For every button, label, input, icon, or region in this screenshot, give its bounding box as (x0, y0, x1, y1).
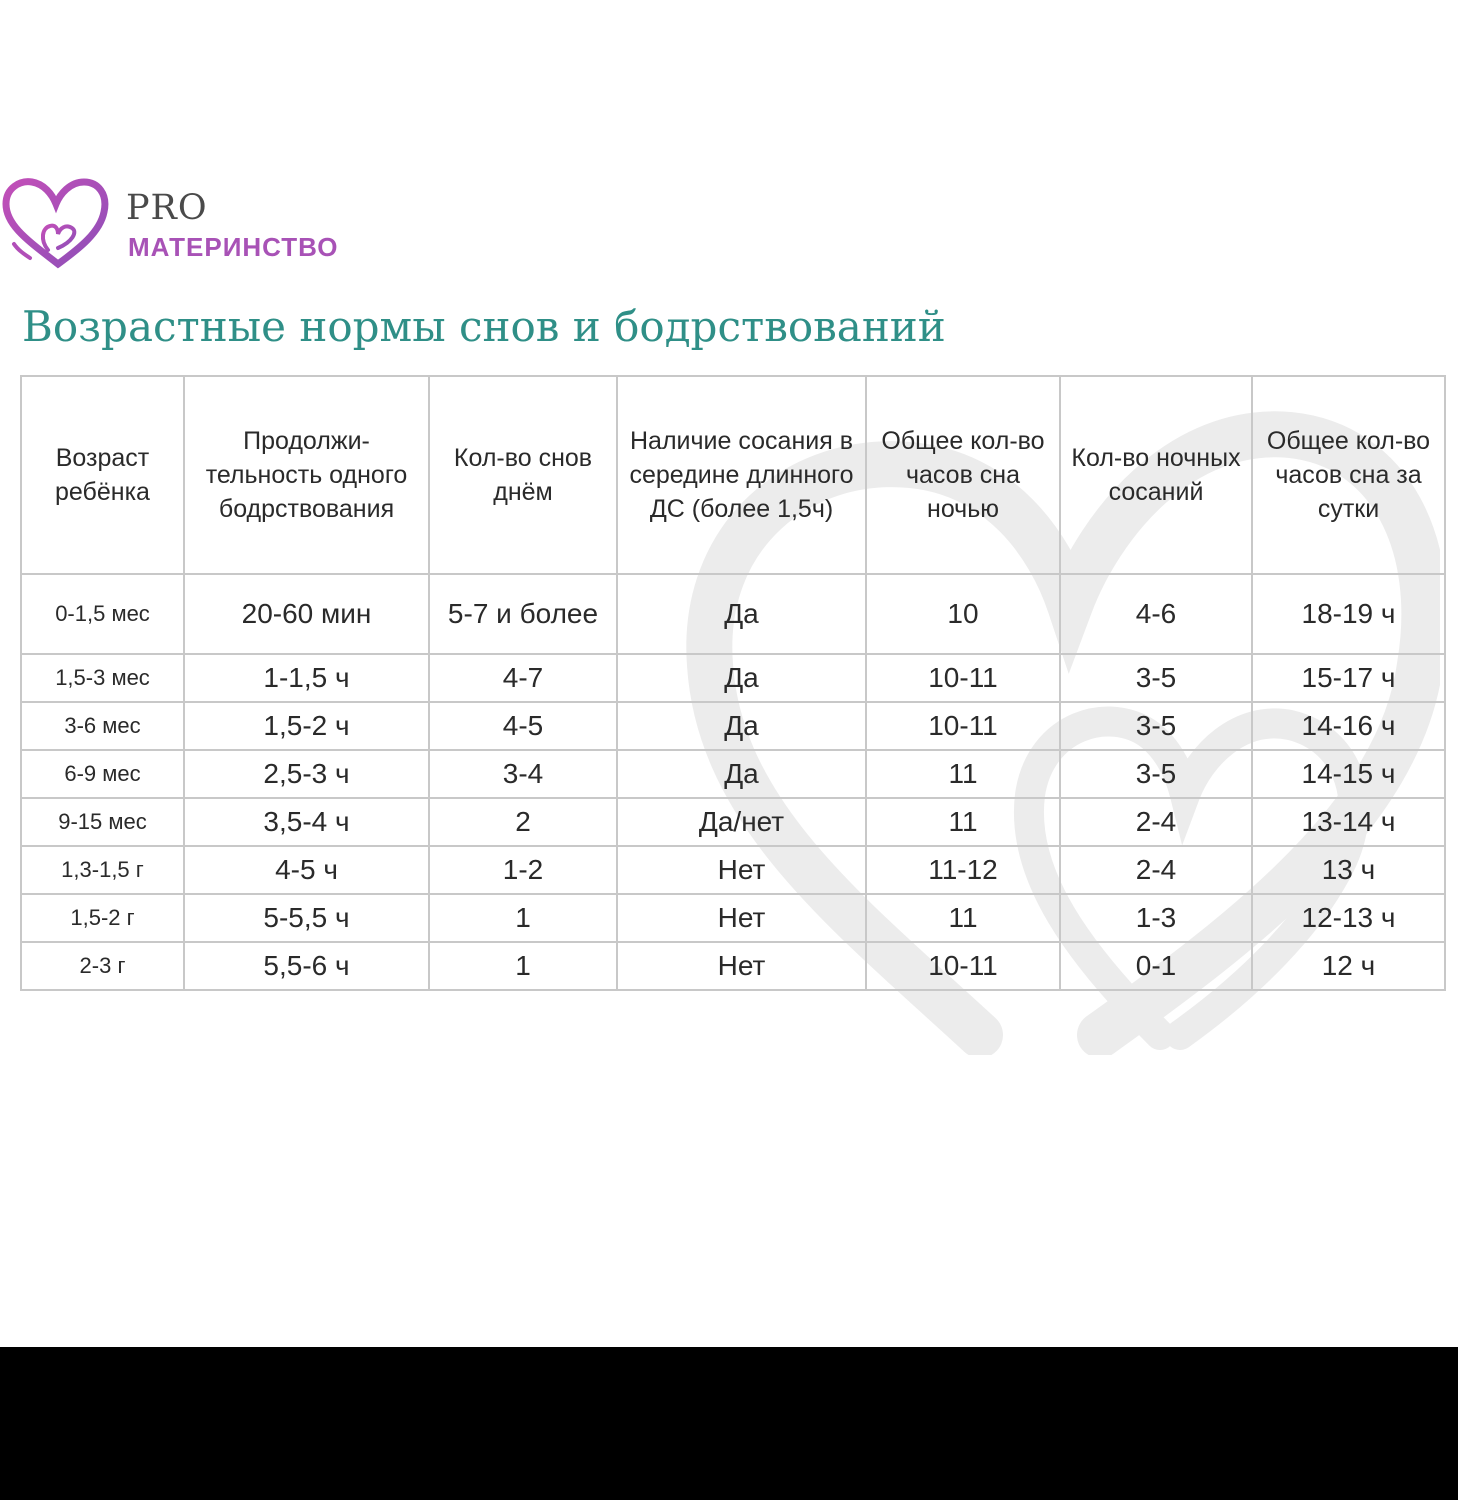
cell-wake-duration: 2,5-3 ч (184, 750, 429, 798)
table-row (21, 654, 1445, 702)
cell-night-sleep-hours: 10-11 (866, 654, 1060, 702)
cell-age: 6-9 мес (21, 750, 184, 798)
cell-total-sleep-hours: 14-15 ч (1252, 750, 1445, 798)
cell-age: 1,5-2 г (21, 894, 184, 942)
cell-day-naps: 1 (429, 894, 617, 942)
table-row (21, 574, 1445, 654)
cell-age: 2-3 г (21, 942, 184, 990)
table-row (21, 798, 1445, 846)
cell-wake-duration: 20-60 мин (184, 574, 429, 654)
heart-logo-icon (0, 176, 112, 272)
header-feeding-mid-nap: Наличие сосания в середине длинного ДС (более 1,5ч) (617, 376, 866, 574)
cell-wake-duration: 4-5 ч (184, 846, 429, 894)
cell-night-feedings: 1-3 (1060, 894, 1252, 942)
cell-age: 1,3-1,5 г (21, 846, 184, 894)
cell-feeding-mid-nap: Нет (617, 942, 866, 990)
logo-name-text: МАТЕРИНСТВО (128, 232, 339, 262)
table-row (21, 894, 1445, 942)
cell-feeding-mid-nap: Нет (617, 894, 866, 942)
page-title: Возрастные нормы снов и бодрствований (22, 302, 946, 351)
cell-total-sleep-hours: 13 ч (1252, 846, 1445, 894)
cell-night-sleep-hours: 10 (866, 574, 1060, 654)
cell-total-sleep-hours: 18-19 ч (1252, 574, 1445, 654)
cell-feeding-mid-nap: Да (617, 574, 866, 654)
cell-wake-duration: 5-5,5 ч (184, 894, 429, 942)
cell-age: 1,5-3 мес (21, 654, 184, 702)
cell-night-feedings: 2-4 (1060, 846, 1252, 894)
cell-night-sleep-hours: 11 (866, 798, 1060, 846)
cell-night-sleep-hours: 11-12 (866, 846, 1060, 894)
cell-total-sleep-hours: 12-13 ч (1252, 894, 1445, 942)
cell-feeding-mid-nap: Да/нет (617, 798, 866, 846)
cell-day-naps: 4-7 (429, 654, 617, 702)
header-night-feedings: Кол-во ночных сосаний (1060, 376, 1252, 574)
table-row (21, 750, 1445, 798)
cell-day-naps: 1-2 (429, 846, 617, 894)
cell-wake-duration: 1,5-2 ч (184, 702, 429, 750)
table-row (21, 942, 1445, 990)
cell-wake-duration: 1-1,5 ч (184, 654, 429, 702)
cell-night-feedings: 3-5 (1060, 750, 1252, 798)
cell-night-sleep-hours: 10-11 (866, 702, 1060, 750)
cell-day-naps: 4-5 (429, 702, 617, 750)
cell-feeding-mid-nap: Да (617, 750, 866, 798)
header-day-naps: Кол-во снов днём (429, 376, 617, 574)
cell-total-sleep-hours: 12 ч (1252, 942, 1445, 990)
cell-day-naps: 5-7 и более (429, 574, 617, 654)
cell-total-sleep-hours: 15-17 ч (1252, 654, 1445, 702)
cell-night-sleep-hours: 10-11 (866, 942, 1060, 990)
cell-age: 3-6 мес (21, 702, 184, 750)
cell-age: 9-15 мес (21, 798, 184, 846)
cell-night-feedings: 2-4 (1060, 798, 1252, 846)
logo-pro-text: PRO (126, 188, 208, 228)
brand-logo (0, 176, 400, 276)
sleep-norms-table (20, 375, 1446, 991)
cell-total-sleep-hours: 13-14 ч (1252, 798, 1445, 846)
cell-feeding-mid-nap: Да (617, 654, 866, 702)
cell-day-naps: 2 (429, 798, 617, 846)
table-row (21, 702, 1445, 750)
bottom-black-bar (0, 1347, 1458, 1500)
cell-total-sleep-hours: 14-16 ч (1252, 702, 1445, 750)
cell-night-sleep-hours: 11 (866, 750, 1060, 798)
header-age: Возраст ребёнка (21, 376, 184, 574)
cell-feeding-mid-nap: Нет (617, 846, 866, 894)
table-header-row (21, 376, 1445, 574)
header-night-sleep-hours: Общее кол-во часов сна ночью (866, 376, 1060, 574)
cell-day-naps: 3-4 (429, 750, 617, 798)
cell-feeding-mid-nap: Да (617, 702, 866, 750)
cell-wake-duration: 3,5-4 ч (184, 798, 429, 846)
table-row (21, 846, 1445, 894)
header-total-sleep-hours: Общее кол-во часов сна за сутки (1252, 376, 1445, 574)
cell-night-feedings: 3-5 (1060, 654, 1252, 702)
cell-wake-duration: 5,5-6 ч (184, 942, 429, 990)
cell-night-feedings: 0-1 (1060, 942, 1252, 990)
cell-night-feedings: 4-6 (1060, 574, 1252, 654)
cell-night-sleep-hours: 11 (866, 894, 1060, 942)
header-wake-duration: Продолжи-тельность одного бодрствования (184, 376, 429, 574)
cell-night-feedings: 3-5 (1060, 702, 1252, 750)
cell-day-naps: 1 (429, 942, 617, 990)
cell-age: 0-1,5 мес (21, 574, 184, 654)
